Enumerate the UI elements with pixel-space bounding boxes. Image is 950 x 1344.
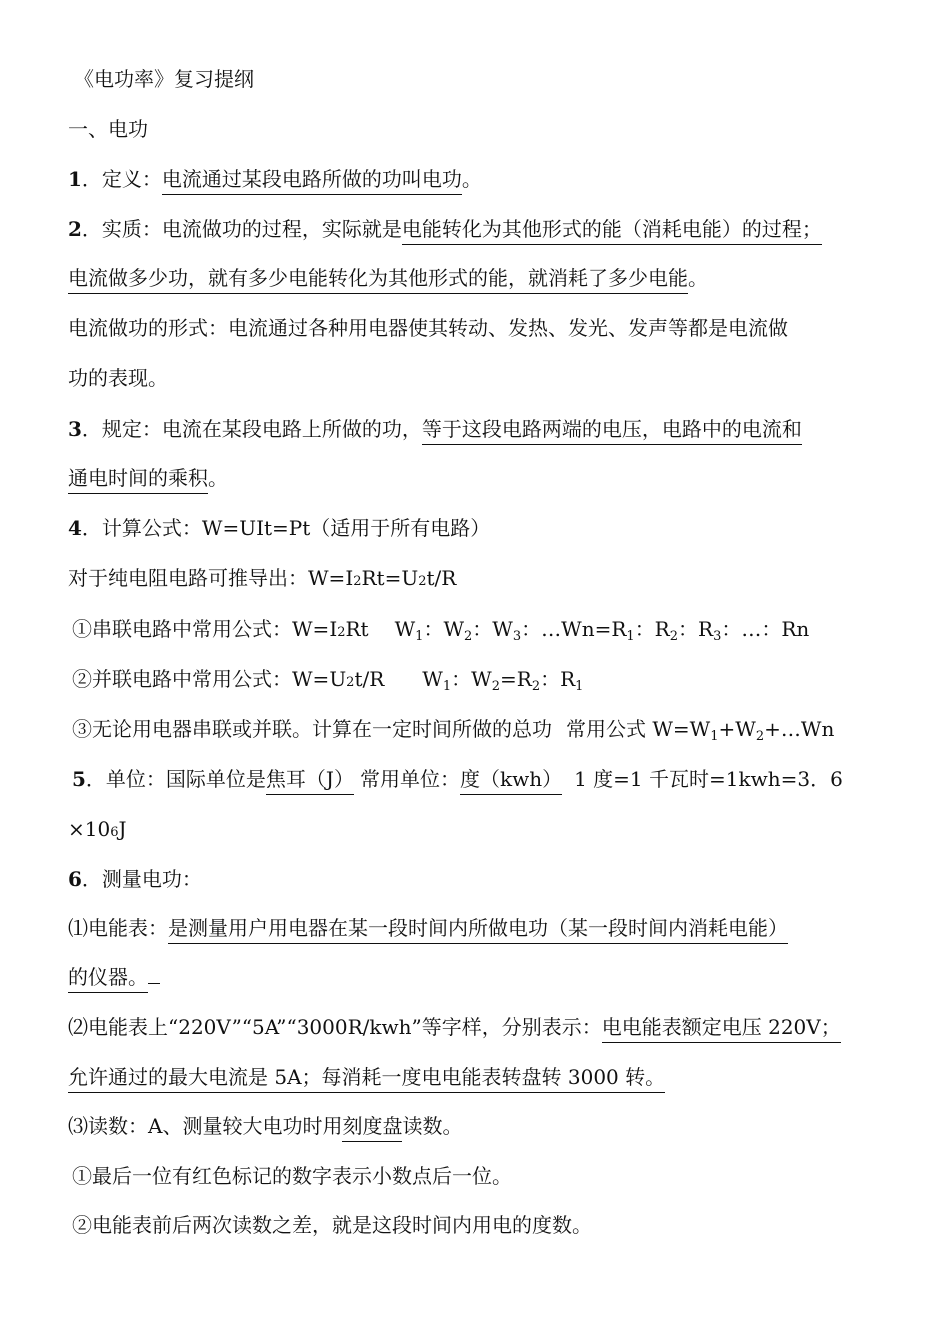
formula-part: ：W [472,617,513,641]
work-forms-line-1: 电流做功的形式：电流通过各种用电器使其转动、发热、发光、发声等都是电流做 [68,316,788,340]
formula-text: ．计算公式：W=UIt=Pt（适用于所有电路） [81,516,491,540]
underlined-text: 电流做多少功，就有多少电能转化为其他形式的能，就消耗了多少电能 [68,266,688,294]
exponent: 2 [346,675,355,690]
formula-part: 常用公式 W=W [566,717,711,741]
underlined-text: 的仪器。 [68,965,148,993]
document-title: 《电功率》复习提纲 [74,67,254,91]
item-label: ．测量电功： [81,867,202,891]
units-text: 1 度=1 千瓦时=1kwh=3．6 [574,767,843,791]
reading-rule-2: ②电能表前后两次读数之差，就是这段时间内用电的度数。 [72,1213,592,1237]
section-heading-electric-work: 一、电功 [68,117,148,141]
subscript: 1 [442,679,452,694]
reading-text: ⑶读数：A、测量较大电功时用 [68,1114,343,1138]
formula-part: Rt [345,617,369,641]
reading-rule-1: ①最后一位有红色标记的数字表示小数点后一位。 [72,1164,512,1188]
exponent: 6 [110,825,119,840]
item-3-continuation [68,465,228,491]
item-label: ⑴电能表： [68,916,168,940]
parallel-formula [72,666,583,696]
formula-part: ：R [678,617,714,641]
item-number: 4 [68,516,82,540]
item-2-continuation [68,265,708,291]
subscript: 3 [713,629,722,644]
underlined-text: 允许通过的最大电流是 5A；每消耗一度电电能表转盘转 3000 转。 [68,1065,665,1093]
units-text: ．单位：国际单位是 [85,767,266,791]
underlined-unit: 度（kwh） [460,767,562,795]
item-label: ．规定：电流在某段电路上所做的功， [81,417,422,441]
units-text: 常用单位： [359,767,460,791]
formula-part: ①串联电路中常用公式：W=I [72,617,338,641]
formula-part: ：…Wn=R [521,617,627,641]
subscript: 2 [669,629,679,644]
formula-part: t/R [426,566,457,590]
units-text: J [118,817,127,841]
punctuation: 。 [208,466,228,490]
formula-part: t/R [354,667,385,691]
formula-part: +…Wn [764,717,835,741]
formula-part: ②并联电路中常用公式：W=U [72,667,347,691]
item-number: 5 [72,767,86,791]
subscript: 1 [626,629,635,644]
underlined-term: 刻度盘 [342,1114,402,1142]
item-number: 1 [68,167,82,191]
formula-part: ：…：Rn [721,617,810,641]
formula-part: Rt=U [361,566,419,590]
formula-part: ：R [540,667,576,691]
formula-part: =R [499,667,532,691]
underlined-text: 等于这段电路两端的电压，电路中的电流和 [422,417,802,445]
item-number: 6 [68,867,82,891]
exponent: 2 [353,574,362,589]
punctuation: 。 [461,167,482,191]
subscript: 3 [512,629,522,644]
meter-ratings [68,1014,841,1040]
subscript: 1 [575,679,584,694]
subscript: 2 [464,629,473,644]
item-3-rule [68,416,802,442]
exponent: 2 [337,625,346,640]
underlined-text: 电电能表额定电压 220V； [602,1015,841,1043]
item-label: ．定义： [81,167,162,191]
item-4-formula [68,515,490,541]
work-forms-line-2: 功的表现。 [68,366,168,390]
reading-text: 读数。 [402,1114,463,1138]
subscript: 2 [491,679,500,694]
formula-part: ：R [634,617,670,641]
underlined-text: 电能转化为其他形式的能（消耗电能）的过程； [402,217,822,245]
underlined-text: 通电时间的乘积 [68,466,208,494]
item-2-essence [68,216,822,242]
meter-definition-continuation [68,964,160,990]
item-5-units [72,766,843,792]
punctuation: 。 [688,266,708,290]
series-formula [72,616,809,646]
subscript: 1 [710,729,719,744]
formula-part: ③无论用电器串联或并联。计算在一定时间所做的总功 [72,717,552,741]
item-number: 3 [68,417,82,441]
exponent: 2 [418,574,427,589]
subscript: 1 [415,629,424,644]
item-1-definition [68,166,482,192]
subscript: 2 [531,679,541,694]
formula-part: ：W [423,617,465,641]
underlined-unit: 焦耳（J） [266,767,354,795]
subscript: 2 [755,729,765,744]
item-6-measure [68,866,202,892]
formula-part: +W [718,717,756,741]
units-text: ×10 [68,817,111,841]
pure-resistor-formula [68,565,456,595]
formula-part: ：W [451,667,492,691]
formula-part: W [422,667,443,691]
underlined-text: 是测量用户用电器在某一段时间内所做电功（某一段时间内消耗电能） [168,916,788,944]
underlined-definition: 电流通过某段电路所做的功叫电功 [162,167,462,195]
ratings-text: ⑵电能表上“220V”“5A”“3000R/kwh”等字样，分别表示： [68,1015,602,1039]
total-work-formula [72,716,834,742]
formula-part: 对于纯电阻电路可推导出：W=I [68,566,354,590]
meter-definition [68,915,788,941]
item-5-continuation [68,816,127,846]
meter-ratings-continuation [68,1064,665,1090]
formula-part: W [394,617,416,641]
item-number: 2 [68,217,82,241]
meter-reading [68,1113,462,1139]
item-label: ．实质：电流做功的过程，实际就是 [81,217,402,241]
